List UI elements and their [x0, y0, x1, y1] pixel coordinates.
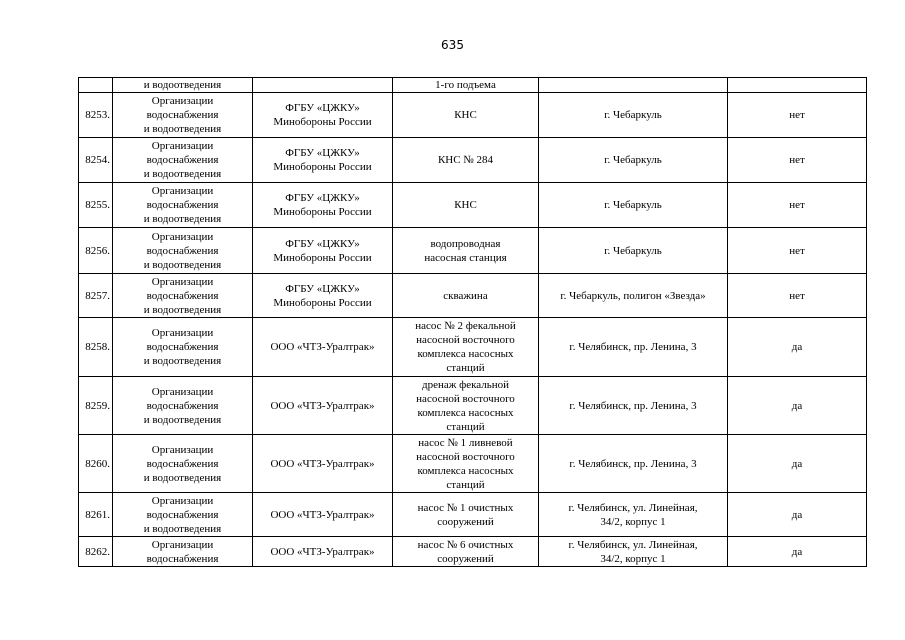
cell-owner: ФГБУ «ЦЖКУ» Минобороны России [253, 274, 393, 318]
table-row [79, 93, 867, 138]
cell-object: КНС № 284 [393, 138, 539, 183]
cell-organization-type: Организации водоснабжения и водоотведения [113, 93, 253, 138]
table-row [79, 228, 867, 274]
cell-organization-type: Организации водоснабжения [113, 537, 253, 567]
cell-flag: нет [728, 274, 867, 318]
cell-address: г. Челябинск, ул. Линейная, 34/2, корпус 1 [539, 493, 728, 537]
cell-organization-type: Организации водоснабжения и водоотведения [113, 183, 253, 228]
table-row [79, 274, 867, 318]
cell-object: 1-го подъема [393, 78, 539, 93]
cell-address: г. Чебаркуль [539, 228, 728, 274]
cell-flag: да [728, 377, 867, 435]
table-row [79, 183, 867, 228]
cell-object: насос № 1 ливневой насосной восточного комплекса насосных станций [393, 435, 539, 493]
cell-number: 8260. [79, 435, 113, 493]
cell-owner: ООО «ЧТЗ-Уралтрак» [253, 377, 393, 435]
cell-owner: ООО «ЧТЗ-Уралтрак» [253, 537, 393, 567]
cell-number: 8253. [79, 93, 113, 138]
cell-address [539, 78, 728, 93]
table-row [79, 537, 867, 567]
table-row [79, 318, 867, 377]
cell-address: г. Челябинск, пр. Ленина, 3 [539, 435, 728, 493]
cell-flag: нет [728, 183, 867, 228]
cell-number: 8259. [79, 377, 113, 435]
table-row [79, 377, 867, 435]
cell-flag [728, 78, 867, 93]
cell-owner [253, 78, 393, 93]
cell-owner: ООО «ЧТЗ-Уралтрак» [253, 493, 393, 537]
cell-flag: нет [728, 138, 867, 183]
cell-address: г. Чебаркуль [539, 138, 728, 183]
cell-object: насос № 1 очистных сооружений [393, 493, 539, 537]
registry-table-body [79, 78, 867, 567]
cell-owner: ООО «ЧТЗ-Уралтрак» [253, 318, 393, 377]
cell-owner: ФГБУ «ЦЖКУ» Минобороны России [253, 183, 393, 228]
cell-object: скважина [393, 274, 539, 318]
cell-owner: ФГБУ «ЦЖКУ» Минобороны России [253, 138, 393, 183]
cell-number: 8256. [79, 228, 113, 274]
cell-owner: ООО «ЧТЗ-Уралтрак» [253, 435, 393, 493]
cell-organization-type: Организации водоснабжения и водоотведения [113, 318, 253, 377]
cell-flag: да [728, 493, 867, 537]
cell-address: г. Челябинск, пр. Ленина, 3 [539, 377, 728, 435]
cell-address: г. Чебаркуль [539, 93, 728, 138]
cell-organization-type: Организации водоснабжения и водоотведения [113, 274, 253, 318]
cell-flag: нет [728, 228, 867, 274]
cell-address: г. Челябинск, ул. Линейная, 34/2, корпус 1 [539, 537, 728, 567]
table-row-continuation [79, 78, 867, 93]
cell-flag: да [728, 435, 867, 493]
cell-number: 8255. [79, 183, 113, 228]
cell-address: г. Челябинск, пр. Ленина, 3 [539, 318, 728, 377]
cell-owner: ФГБУ «ЦЖКУ» Минобороны России [253, 93, 393, 138]
page-number: 635 [441, 38, 464, 52]
cell-object: КНС [393, 183, 539, 228]
cell-object: водопроводная насосная станция [393, 228, 539, 274]
cell-number: 8262. [79, 537, 113, 567]
cell-address: г. Чебаркуль [539, 183, 728, 228]
cell-number: 8257. [79, 274, 113, 318]
cell-object: насос № 2 фекальной насосной восточного комплекса насосных станций [393, 318, 539, 377]
cell-organization-type: Организации водоснабжения и водоотведения [113, 435, 253, 493]
registry-table [78, 77, 867, 567]
cell-organization-type: и водоотведения [113, 78, 253, 93]
cell-organization-type: Организации водоснабжения и водоотведения [113, 228, 253, 274]
cell-organization-type: Организации водоснабжения и водоотведения [113, 377, 253, 435]
cell-object: насос № 6 очистных сооружений [393, 537, 539, 567]
cell-flag: да [728, 318, 867, 377]
cell-owner: ФГБУ «ЦЖКУ» Минобороны России [253, 228, 393, 274]
cell-number: 8254. [79, 138, 113, 183]
cell-object: КНС [393, 93, 539, 138]
cell-address: г. Чебаркуль, полигон «Звезда» [539, 274, 728, 318]
cell-object: дренаж фекальной насосной восточного комплекса насосных станций [393, 377, 539, 435]
cell-number: 8261. [79, 493, 113, 537]
cell-number: 8258. [79, 318, 113, 377]
cell-organization-type: Организации водоснабжения и водоотведения [113, 493, 253, 537]
table-row [79, 138, 867, 183]
cell-number [79, 78, 113, 93]
cell-flag: нет [728, 93, 867, 138]
cell-flag: да [728, 537, 867, 567]
cell-organization-type: Организации водоснабжения и водоотведения [113, 138, 253, 183]
table-row [79, 435, 867, 493]
table-row [79, 493, 867, 537]
